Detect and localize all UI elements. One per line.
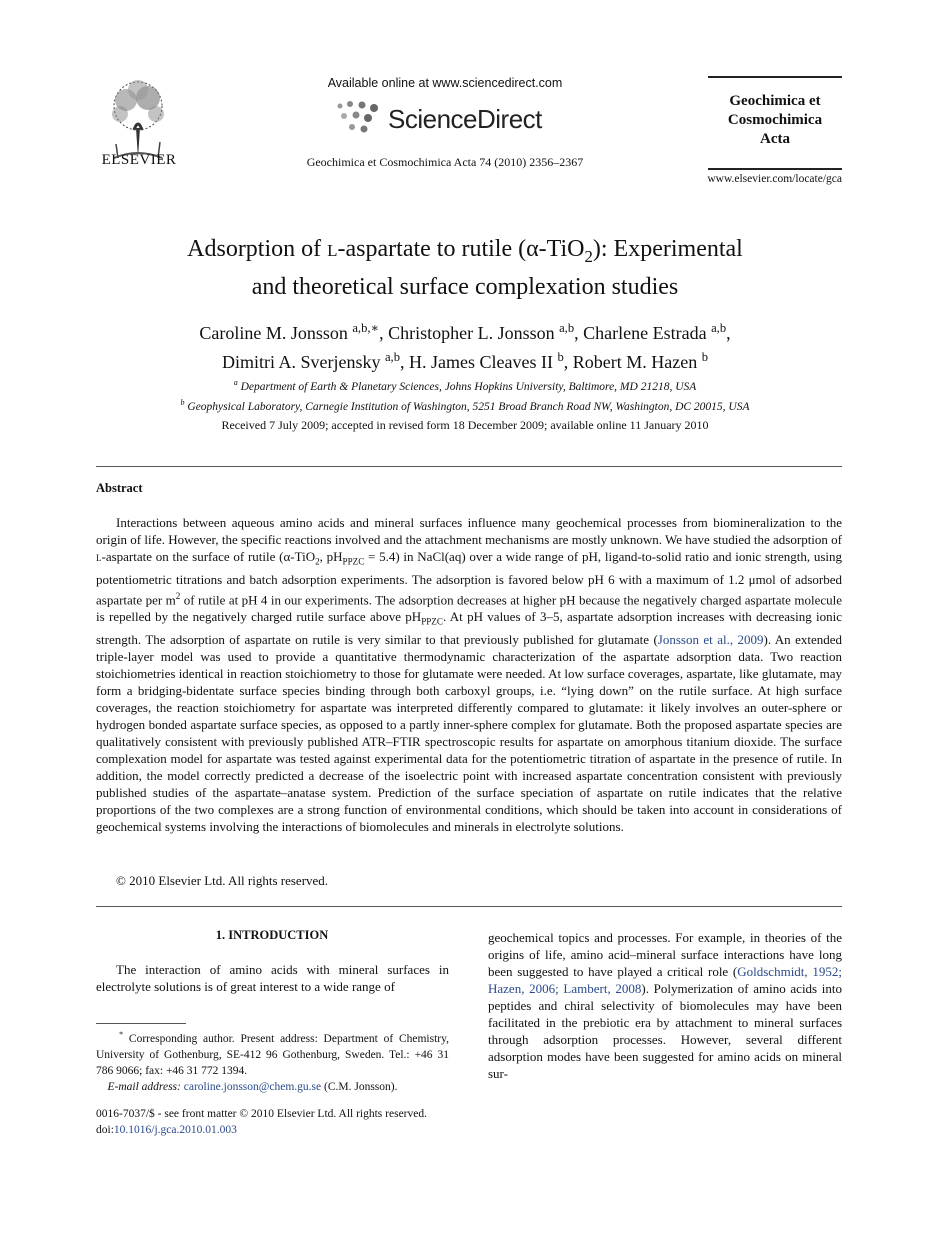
intro-column-right: geochemical topics and processes. For example, in theories of the origins of life, amino acid–mineral surface interactions have long been suggested to have played a critical role (Goldschmidt, 1952; Hazen, 2006; Lambert, 2008). Polymerization of amino acids into peptides and chiral selectivity of biomolecules may have been facilitated in the prebiotic era by attachment to mineral surfaces through adsorption processes. However, several different adsorption modes have been suggested for amino acids on mineral sur- [488, 930, 843, 1081]
author[interactable]: Charlene Estrada $^{a,b}$ [583, 321, 727, 343]
citation-link[interactable]: Goldschmidt, 1952; Hazen, 2006; Lambert, 2008 [488, 964, 842, 996]
article-title: Adsorption of l-aspartate to rutile (α-TiO$_2$): Experimental and theoretical surface complexation studies [187, 236, 743, 300]
journal-name-line: Geochimica et [729, 93, 821, 109]
abstract-heading: Abstract [96, 481, 143, 495]
divider [96, 906, 842, 907]
abstract-text: Interactions between aqueous amino acids and mineral surfaces influence many geochemical processes from biomineralization to the origin of life. However, the specific reactions involved and the attachment mechanisms are mostly unknown. We have studied the adsorption of l-aspartate on the surface of rutile (α-TiO$_2$, $pH_{PPZC} = 5.4$) in NaCl(aq) over a wide range of pH, ligand-to-solid ratio and ionic strength, using potentiometric titrations and batch adsorption experiments. The adsorption is favored below pH 6 with a maximum of 1.2 μmol of adsorbed aspartate per $m^2$ of rutile at pH 4 in our experiments. The adsorption decreases at higher pH because the negatively charged aspartate molecule is repelled by the negatively charged rutile surface above $pH_{PPZC}$. At pH values of 3–5, aspartate adsorption increases with decreasing ionic strength. The adsorption of aspartate on rutile is very similar to that previously published for glutamate (Jonsson et al., 2009). An extended triple-layer model was used to provide a quantitative thermodynamic characterization of the aspartate adsorption data. Two reaction stoichiometries identical in reaction stoichiometry to those for glutamate were needed. At low surface coverages, aspartate, like glutamate, may form a bridging-bidentate surface species binding through both carboxyl groups, i.e. “lying down” on the rutile surface. At high surface coverages, the reaction stoichiometry for aspartate was interpreted differently compared to glutamate: it likely involves an outer-sphere or hydrogen bonded aspartate surface species, as opposed to a partly inner-sphere complex for glutamate. Both the proposed aspartate species are qualitatively consistent with previously published ATR–FTIR spectroscopic results for aspartate on amorphous titanium dioxide. The surface complexation model for aspartate was tested against experimental data for the potentiometric titration of aspartate in the presence of rutile. In addition, the model correctly predicted a decrease of the isoelectric point with increased aspartate concentration consistent with previously published studies of the aspartate–anatase system. Prediction of the surface speciation of aspartate on rutile indicates that the relative proportions of the two complexes are a strong function of environmental conditions, which should be taken into account in considerations of geochemical systems involving the interactions of biomolecules and minerals in electrolyte solutions. [96, 515, 843, 834]
divider [96, 466, 842, 467]
author[interactable]: Christopher L. Jonsson $^{a,b}$ [388, 321, 575, 343]
author[interactable]: Caroline M. Jonsson $^{a,b,∗}$ [199, 321, 380, 343]
intro-column-left: The interaction of amino acids with mineral surfaces in electrolyte solutions is of great interest to a wide range of [96, 962, 449, 994]
journal-name-line: Cosmochimica [727, 112, 823, 128]
doi-link[interactable]: 10.1016/j.gca.2010.01.003 [113, 1124, 237, 1136]
issn-line: 0016-7037/$ - see front matter © 2010 Elsevier Ltd. All rights reserved. [96, 1108, 427, 1120]
journal-url-link[interactable]: www.elsevier.com/locate/gca [707, 173, 842, 185]
affiliations: $^a$ Department of Earth & Planetary Sciences, Johns Hopkins University, Baltimore, MD 21218, USA $^b$ Geophysical Laboratory, Carnegie Institution of Washington, 5251 Broad Branch Road NW, Washington, DC 20015, USA [180, 378, 750, 413]
author[interactable]: Robert M. Hazen $^b$ [572, 350, 709, 372]
section-heading: 1. INTRODUCTION [215, 928, 329, 942]
author[interactable]: H. James Cleaves II $^b$ [409, 350, 564, 372]
footnote-divider [96, 1023, 186, 1024]
journal-name-line: Acta [760, 131, 790, 147]
sciencedirect-wordmark[interactable]: ScienceDirect [388, 104, 542, 134]
author-list: Caroline M. Jonsson $^{a,b,∗}$, Christopher L. Jonsson $^{a,b}$, Charlene Estrada $^{a,b}$, Dimitri A. Sverjensky $^{a,b}$, H. James Cleaves II $^b$, Robert M. Hazen $^b$ [199, 321, 731, 372]
front-matter: 0016-7037/$ - see front matter © 2010 Elsevier Ltd. All rights reserved. doi:10.1016/j.gca.2010.01.003 [96, 1106, 516, 1138]
publisher-name: ELSEVIER [101, 152, 177, 168]
journal-reference: Geochimica et Cosmochimica Acta 74 (2010) 2356–2367 [306, 155, 584, 169]
sciencedirect-dots-icon [334, 100, 384, 136]
corresponding-author-footnote: * Corresponding author. Present address: Department of Chemistry, University of Gothenburg, SE-412 96 Gothenburg, Sweden. Tel.: +46 31 786 9066; fax: +46 31 772 1394. E-mail address: caroline.jonsson@chem.gu.se (C.M. Jonsson). [96, 1030, 450, 1093]
available-online-text[interactable]: Available online at www.sciencedirect.com [327, 76, 563, 90]
abstract-copyright: © 2010 Elsevier Ltd. All rights reserved. [116, 873, 329, 888]
received-dates: Received 7 July 2009; accepted in revised form 18 December 2009; available online 11 January 2010 [221, 418, 709, 432]
citation-link[interactable]: Jonsson et al., 2009 [657, 631, 764, 647]
author[interactable]: Dimitri A. Sverjensky $^{a,b}$ [221, 350, 400, 372]
email-link[interactable]: caroline.jonsson@chem.gu.se [183, 1080, 322, 1093]
journal-name [708, 92, 842, 149]
